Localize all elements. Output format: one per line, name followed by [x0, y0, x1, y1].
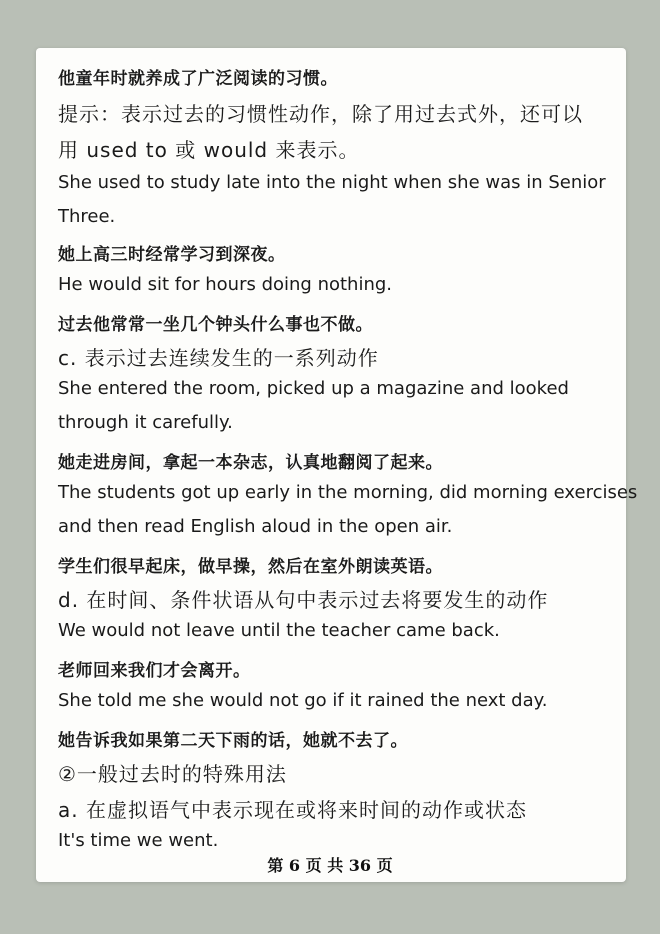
english-example-line: We would not leave until the teacher came back.	[58, 620, 500, 641]
english-example-line: Three.	[58, 206, 116, 227]
chinese-translation-line: 她上高三时经常学习到深夜。	[58, 245, 286, 265]
tip-heading-line: 提示：表示过去的习惯性动作，除了用过去式外，还可以	[58, 102, 583, 126]
tip-heading-line: 用 used to 或 would 来表示。	[58, 138, 360, 162]
english-example-line: She used to study late into the night when she was in Senior	[58, 172, 606, 193]
english-example-line: The students got up early in the morning, did morning exercises	[58, 482, 638, 503]
chinese-translation-line: 她走进房间，拿起一本杂志，认真地翻阅了起来。	[58, 453, 443, 473]
document-page	[36, 48, 638, 882]
section-heading-d: d. 在时间、条件状语从句中表示过去将要发生的动作	[58, 588, 549, 612]
chinese-translation-line: 他童年时就养成了广泛阅读的习惯。	[58, 69, 338, 89]
chinese-translation-line: 过去他常常一坐几个钟头什么事也不做。	[58, 315, 373, 335]
chinese-translation-line: 老师回来我们才会离开。	[58, 661, 251, 681]
english-example-line: He would sit for hours doing nothing.	[58, 274, 393, 295]
english-example-line: It's time we went.	[58, 830, 219, 851]
section-heading-a: a. 在虚拟语气中表示现在或将来时间的动作或状态	[58, 798, 527, 822]
page-number-footer: 第 6 页 共 36 页	[267, 856, 393, 875]
section-heading-c: c. 表示过去连续发生的一系列动作	[58, 346, 379, 370]
subsection-heading-2: ②一般过去时的特殊用法	[58, 762, 287, 786]
english-example-line: and then read English aloud in the open air.	[58, 516, 453, 537]
chinese-translation-line: 她告诉我如果第二天下雨的话，她就不去了。	[58, 731, 408, 751]
english-example-line: She entered the room, picked up a magazine and looked	[58, 378, 569, 399]
english-example-line: through it carefully.	[58, 412, 233, 433]
english-example-line: She told me she would not go if it rained the next day.	[58, 690, 548, 711]
chinese-translation-line: 学生们很早起床，做早操，然后在室外朗读英语。	[58, 557, 443, 577]
